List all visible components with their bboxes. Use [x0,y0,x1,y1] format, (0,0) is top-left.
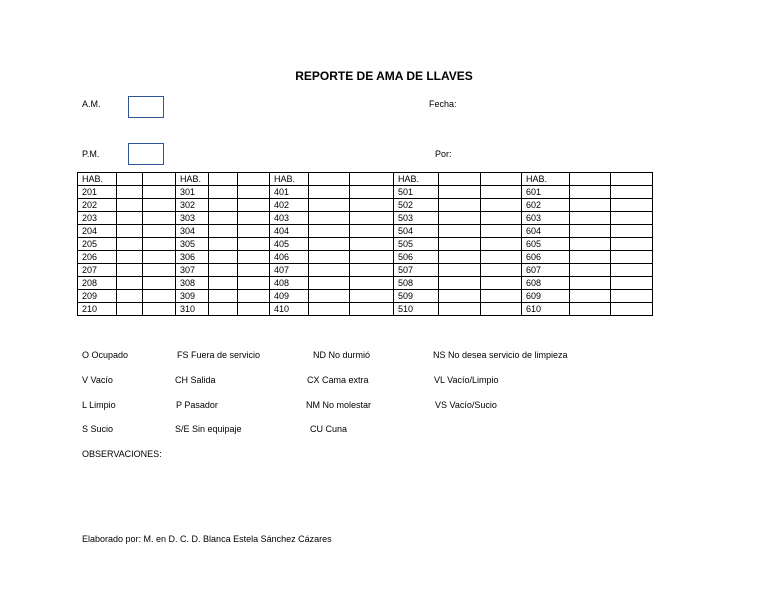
room-number-cell: 403 [270,212,309,225]
status-cell[interactable] [611,303,653,316]
room-number-cell: 204 [78,225,117,238]
legend-pasador: P Pasador [176,400,218,410]
status-cell[interactable] [611,199,653,212]
room-number-cell: 507 [394,264,439,277]
status-cell[interactable] [350,186,394,199]
status-cell[interactable] [350,303,394,316]
status-cell[interactable] [209,173,238,186]
status-cell[interactable] [209,303,238,316]
status-cell[interactable] [439,225,481,238]
observaciones-label: OBSERVACIONES: [82,449,162,459]
status-cell[interactable] [117,277,143,290]
footer-credits: Elaborado por: M. en D. C. D. Blanca Estela Sánchez Cázares [82,534,332,544]
room-number-cell: 502 [394,199,439,212]
legend-fuera-servicio: FS Fuera de servicio [177,350,261,360]
am-input-box[interactable] [128,96,164,118]
status-cell[interactable] [209,212,238,225]
room-number-cell: 604 [522,225,570,238]
status-cell[interactable] [238,264,270,277]
status-cell[interactable] [439,277,481,290]
status-cell[interactable] [350,290,394,303]
status-cell[interactable] [481,264,522,277]
room-number-cell: 208 [78,277,117,290]
room-number-cell: 408 [270,277,309,290]
status-cell[interactable] [143,199,176,212]
document-title: REPORTE DE AMA DE LLAVES [295,69,473,83]
status-cell[interactable] [439,212,481,225]
status-cell[interactable] [481,199,522,212]
status-cell[interactable] [570,199,611,212]
status-cell[interactable] [309,212,350,225]
room-number-cell: 601 [522,186,570,199]
room-number-cell: 410 [270,303,309,316]
status-cell[interactable] [439,238,481,251]
status-cell[interactable] [350,264,394,277]
status-cell[interactable] [117,186,143,199]
room-number-cell: 401 [270,186,309,199]
status-cell[interactable] [481,186,522,199]
room-number-cell: 508 [394,277,439,290]
status-cell[interactable] [117,251,143,264]
status-cell[interactable] [570,173,611,186]
room-number-cell: 602 [522,199,570,212]
room-number-cell: 306 [176,251,209,264]
legend-ocupado: O Ocupado [82,350,129,360]
legend-no-molestar: NM No molestar [306,400,372,410]
status-cell[interactable] [143,277,176,290]
table-row [78,277,653,290]
room-number-cell: 503 [394,212,439,225]
room-number-cell: 405 [270,238,309,251]
legend-limpio: L Limpio [82,400,116,410]
room-number-cell: 606 [522,251,570,264]
room-number-cell: 303 [176,212,209,225]
status-cell[interactable] [143,264,176,277]
status-cell[interactable] [611,212,653,225]
room-number-cell: 203 [78,212,117,225]
status-cell[interactable] [238,277,270,290]
status-cell[interactable] [570,303,611,316]
status-cell[interactable] [209,264,238,277]
room-number-cell: 406 [270,251,309,264]
status-cell[interactable] [350,277,394,290]
status-cell[interactable] [238,212,270,225]
am-label: A.M. [82,99,101,109]
status-cell[interactable] [209,290,238,303]
hab-header-cell: HAB. [270,173,309,186]
legend-vacio: V Vacío [82,375,113,385]
room-number-cell: 501 [394,186,439,199]
status-cell[interactable] [481,238,522,251]
status-cell[interactable] [570,212,611,225]
status-cell[interactable] [439,303,481,316]
status-cell[interactable] [439,290,481,303]
hab-header-cell: HAB. [394,173,439,186]
status-cell[interactable] [611,238,653,251]
table-row [78,303,653,316]
status-cell[interactable] [611,251,653,264]
status-cell[interactable] [309,186,350,199]
room-number-cell: 504 [394,225,439,238]
status-cell[interactable] [611,264,653,277]
status-cell[interactable] [439,186,481,199]
status-cell[interactable] [350,212,394,225]
status-cell[interactable] [439,264,481,277]
room-number-cell: 201 [78,186,117,199]
status-cell[interactable] [117,225,143,238]
status-cell[interactable] [238,186,270,199]
legend-sucio: S Sucio [82,424,114,434]
status-cell[interactable] [117,173,143,186]
status-cell[interactable] [309,290,350,303]
room-number-cell: 407 [270,264,309,277]
fecha-label: Fecha: [429,99,457,109]
room-number-cell: 609 [522,290,570,303]
status-cell[interactable] [143,173,176,186]
status-cell[interactable] [117,212,143,225]
status-cell[interactable] [611,173,653,186]
status-cell[interactable] [117,264,143,277]
status-cell[interactable] [611,277,653,290]
status-cell[interactable] [309,277,350,290]
status-cell[interactable] [309,225,350,238]
room-number-cell: 608 [522,277,570,290]
por-label: Por: [435,149,452,159]
status-cell[interactable] [350,225,394,238]
status-cell[interactable] [481,277,522,290]
room-number-cell: 202 [78,199,117,212]
status-cell[interactable] [209,251,238,264]
status-cell[interactable] [309,199,350,212]
room-number-cell: 509 [394,290,439,303]
table-header-row [78,173,653,186]
status-cell[interactable] [439,251,481,264]
rooms-table [77,172,653,316]
room-number-cell: 308 [176,277,209,290]
status-cell[interactable] [117,290,143,303]
room-number-cell: 210 [78,303,117,316]
status-cell[interactable] [611,290,653,303]
status-cell[interactable] [481,290,522,303]
table-row [78,251,653,264]
hab-header-cell: HAB. [78,173,117,186]
status-cell[interactable] [481,303,522,316]
status-cell[interactable] [238,199,270,212]
status-cell[interactable] [570,264,611,277]
hab-header-cell: HAB. [176,173,209,186]
status-cell[interactable] [117,199,143,212]
hab-header-cell: HAB. [522,173,570,186]
status-cell[interactable] [481,173,522,186]
status-cell[interactable] [309,303,350,316]
room-number-cell: 302 [176,199,209,212]
table-row [78,212,653,225]
status-cell[interactable] [238,225,270,238]
status-cell[interactable] [350,199,394,212]
status-cell[interactable] [238,303,270,316]
room-number-cell: 607 [522,264,570,277]
status-cell[interactable] [209,277,238,290]
status-cell[interactable] [309,251,350,264]
table-row [78,186,653,199]
room-number-cell: 310 [176,303,209,316]
legend-cuna: CU Cuna [310,424,348,434]
table-row [78,199,653,212]
status-cell[interactable] [570,238,611,251]
status-cell[interactable] [143,225,176,238]
status-cell[interactable] [117,303,143,316]
room-number-cell: 207 [78,264,117,277]
room-number-cell: 301 [176,186,209,199]
room-number-cell: 402 [270,199,309,212]
table-row [78,290,653,303]
room-number-cell: 307 [176,264,209,277]
room-number-cell: 610 [522,303,570,316]
room-number-cell: 510 [394,303,439,316]
legend-sin-equipaje: S/E Sin equipaje [175,424,242,434]
legend-no-durmio: ND No durmió [313,350,371,360]
status-cell[interactable] [350,251,394,264]
status-cell[interactable] [238,238,270,251]
status-cell[interactable] [611,225,653,238]
status-cell[interactable] [238,251,270,264]
status-cell[interactable] [439,173,481,186]
table-row [78,238,653,251]
table-row [78,264,653,277]
room-number-cell: 305 [176,238,209,251]
status-cell[interactable] [143,251,176,264]
room-number-cell: 605 [522,238,570,251]
legend-vacio-sucio: VS Vacío/Sucio [435,400,497,410]
status-cell[interactable] [309,264,350,277]
room-number-cell: 404 [270,225,309,238]
legend-salida: CH Salida [175,375,216,385]
legend-vacio-limpio: VL Vacío/Limpio [434,375,499,385]
status-cell[interactable] [209,225,238,238]
room-number-cell: 603 [522,212,570,225]
room-number-cell: 505 [394,238,439,251]
status-cell[interactable] [143,212,176,225]
status-cell[interactable] [570,251,611,264]
status-cell[interactable] [439,199,481,212]
pm-input-box[interactable] [128,143,164,165]
status-cell[interactable] [481,251,522,264]
status-cell[interactable] [611,186,653,199]
status-cell[interactable] [117,238,143,251]
room-number-cell: 506 [394,251,439,264]
status-cell[interactable] [309,238,350,251]
status-cell[interactable] [481,225,522,238]
room-number-cell: 206 [78,251,117,264]
status-cell[interactable] [350,238,394,251]
room-number-cell: 209 [78,290,117,303]
legend-cama-extra: CX Cama extra [307,375,369,385]
status-cell[interactable] [238,173,270,186]
status-cell[interactable] [143,238,176,251]
room-number-cell: 304 [176,225,209,238]
status-cell[interactable] [570,277,611,290]
pm-label: P.M. [82,149,100,159]
legend-no-desea-servicio: NS No desea servicio de limpieza [433,350,568,360]
status-cell[interactable] [570,290,611,303]
room-number-cell: 309 [176,290,209,303]
status-cell[interactable] [209,199,238,212]
status-cell[interactable] [350,173,394,186]
status-cell[interactable] [238,290,270,303]
status-cell[interactable] [143,186,176,199]
status-cell[interactable] [143,290,176,303]
status-cell[interactable] [209,238,238,251]
room-number-cell: 205 [78,238,117,251]
status-cell[interactable] [481,212,522,225]
room-number-cell: 409 [270,290,309,303]
table-row [78,225,653,238]
status-cell[interactable] [570,225,611,238]
status-cell[interactable] [143,303,176,316]
status-cell[interactable] [570,186,611,199]
status-cell[interactable] [309,173,350,186]
status-cell[interactable] [209,186,238,199]
